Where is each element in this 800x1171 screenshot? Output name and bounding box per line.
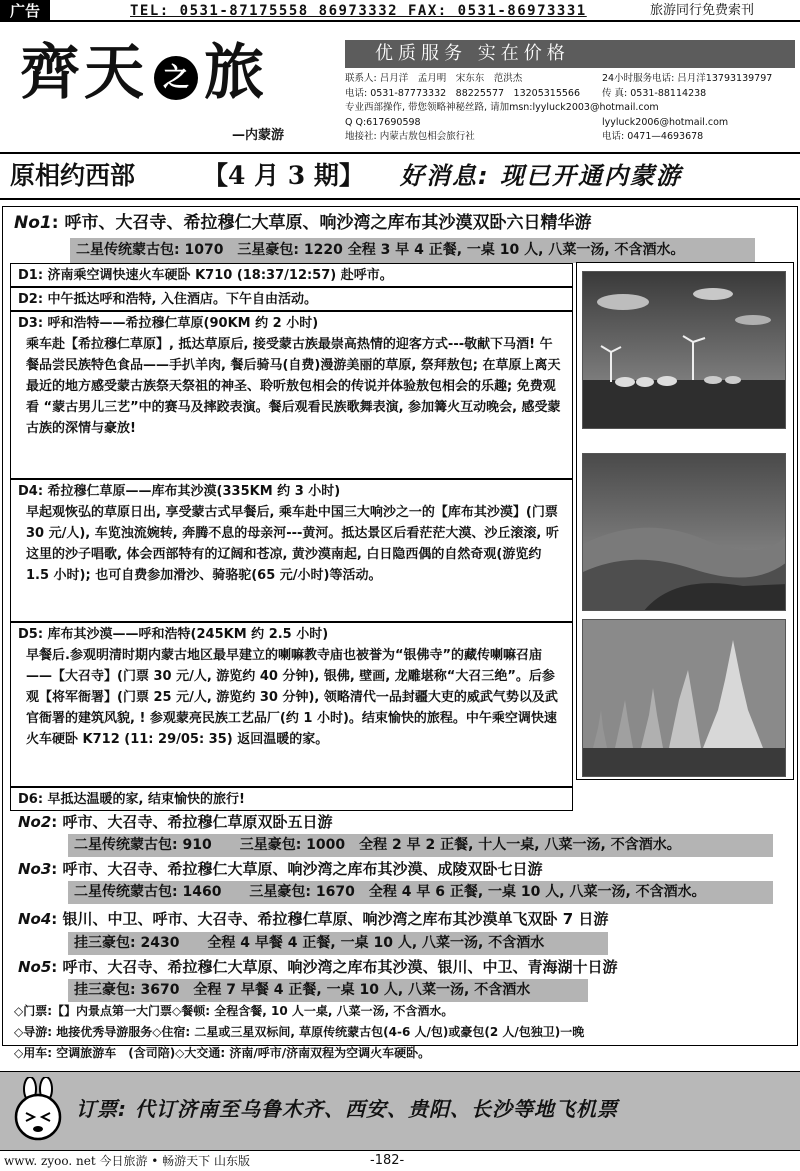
route-1-number: No1	[14, 213, 52, 233]
info-row2-left: 电话: 0531-87773332 88225577 13205315566	[345, 87, 581, 99]
route-4-number: No4	[18, 910, 52, 928]
route-4-price: 挂三豪包: 2430 全程 4 早餐 4 正餐, 一桌 10 人, 八菜一汤, 不含酒水	[68, 932, 608, 955]
day-body: 早餐后.参观明清时期内蒙古地区最早建立的喇嘛教寺庙也被誉为“银佛寺”的藏传喇嘛召庙——【大召寺】(门票 30 元/人, 游览约 40 分钟), 银佛, 壁画, 龙雕堪称“大召三绝”。后参观【将军衙署】(门票 25 元/人, 游览约 30 分钟), 领略清代一品封疆大吏的威武气势以及武官衙署的建筑风貌, ! 参观蒙亮民族工艺品厂(约 1 小时)。结束愉快的旅程。中午乘空调快速火车硬卧 K712 (11: 29/05: 35) 返回温暖的家。	[26, 648, 558, 747]
info-row1-left: 联系人: 吕月洋 孟月明 宋东东 范洪杰	[345, 73, 523, 84]
notes-box	[10, 1001, 796, 1060]
headline-issue: 【4 月 3 期】	[203, 161, 364, 190]
day-heading: D4: 希拉穆仁草原——库布其沙漠(335KM 约 3 小时)	[18, 484, 341, 499]
logo-text-2: 旅	[204, 38, 268, 108]
day-heading: D5: 库布其沙漠——呼和浩特(245KM 约 2.5 小时)	[18, 627, 329, 642]
note-transport: ◇用车: 空调旅游车 (含司陪)◇大交通: 济南/呼市/济南双程为空调火车硬卧。	[14, 1046, 431, 1060]
route-2-title	[18, 811, 333, 833]
info-row3: 专业西部操作, 带您领略神秘丝路, 请加msn:lyyluck2003@hotmail.com	[345, 102, 659, 113]
route-2-number: No2	[18, 813, 52, 831]
logo-circle: 之	[154, 56, 198, 100]
info-row5-left: 地接社: 内蒙古敖包相会旅行社	[345, 131, 475, 142]
contact-info	[345, 72, 795, 145]
grassland-photo	[582, 271, 786, 429]
logo-subtitle: —内蒙游	[232, 128, 285, 143]
day-box	[10, 287, 573, 311]
info-row5-right: 电话: 0471—4693678	[602, 131, 704, 142]
temple-stupa-photo	[582, 619, 786, 777]
rabbit-mascot-icon	[6, 1077, 70, 1145]
route-4-title	[18, 908, 608, 930]
day-heading: D2: 中午抵达呼和浩特, 入住酒店。下午自由活动。	[18, 292, 318, 307]
route-2-price: 二星传统蒙古包: 910 三星豪包: 1000 全程 2 早 2 正餐, 十人一桌, 八菜一汤, 不含酒水。	[68, 834, 773, 857]
info-row4-right: lyyluck2006@hotmail.com	[602, 116, 729, 128]
ticket-text: 订票: 代订济南至乌鲁木齐、西安、贵阳、长沙等地飞机票	[76, 1097, 618, 1121]
day-heading: D1: 济南乘空调快速火车硬卧 K710 (18:37/12:57) 赴呼市。	[18, 268, 393, 283]
route-5-name: : 呼市、大召寺、希拉穆仁大草原、响沙湾之库布其沙漠、银川、中卫、青海湖十日游	[51, 958, 618, 976]
ad-label: 广告	[0, 0, 50, 22]
day-box	[10, 787, 573, 811]
info-row4-left: Q Q:617690598	[345, 116, 421, 128]
desert-photo	[582, 453, 786, 611]
note-guide-lodging: ◇导游: 地接优秀导游服务◇住宿: 二星或三星双标间, 草原传统蒙古包(4-6 人/包)或豪包(2 人/包独卫)一晚	[14, 1025, 585, 1039]
slogan: 旅游同行免费索刊	[650, 3, 755, 18]
day-heading: D6: 早抵达温暖的家, 结束愉快的旅行!	[18, 792, 245, 807]
headline-news: 好消息: 现已开通内蒙游	[400, 162, 682, 190]
brand-logo	[20, 38, 268, 108]
route-1-price: 二星传统蒙古包: 1070 三星豪包: 1220 全程 3 早 4 正餐, 一桌 10 人, 八菜一汤, 不含酒水。	[70, 238, 755, 263]
info-row2-right: 传 真: 0531-88114238	[602, 87, 707, 99]
route-3-title	[18, 858, 543, 880]
day-box	[10, 311, 573, 479]
day-heading: D3: 呼和浩特——希拉穆仁草原(90KM 约 2 小时)	[18, 316, 319, 331]
route-5-price: 挂三豪包: 3670 全程 7 早餐 4 正餐, 一桌 10 人, 八菜一汤, 不含酒水	[68, 979, 588, 1002]
day-box	[10, 479, 573, 622]
route-1-title	[14, 210, 591, 236]
footer-url: www. zyoo. net 今日旅游 • 畅游天下 山东版	[4, 1154, 250, 1168]
note-tickets-meals: ◇门票:【】内景点第一大门票◇餐顿: 全程含餐, 10 人一桌, 八菜一汤, 不含酒水。	[14, 1004, 454, 1018]
route-5-number: No5	[18, 958, 52, 976]
info-row1-right: 24小时服务电话: 吕月洋13793139797	[602, 73, 773, 84]
day-box	[10, 263, 573, 287]
route-3-price: 二星传统蒙古包: 1460 三星豪包: 1670 全程 4 早 6 正餐, 一桌 10 人, 八菜一汤, 不含酒水。	[68, 881, 773, 904]
page-number: -182-	[370, 1153, 405, 1168]
route-3-name: : 呼市、大召寺、希拉穆仁大草原、响沙湾之库布其沙漠、成陵双卧七日游	[51, 860, 543, 878]
day-body: 乘车赴【希拉穆仁草原】, 抵达草原后, 接受蒙古族最崇高热情的迎客方式---敬献下马酒! 午餐品尝民族特色食品——手扒羊肉, 餐后骑马(自费)漫游美丽的草原, 祭拜敖包; 在草原上离天最近的地方感受蒙古族祭天祭祖的神圣、聆听敖包相会的传说并体验敖包相会的乐趣; 免费观看 “蒙古男儿三艺”中的赛马及摔跤表演。餐后观看民族歌舞表演, 参加篝火互动晚会, 感受蒙古族的深情与豪放!	[26, 337, 561, 436]
day-body: 早起观恢弘的草原日出, 享受蒙古式早餐后, 乘车赴中国三大响沙之一的【库布其沙漠】(门票 30 元/人), 车览浊流婉转, 奔腾不息的母亲河---黄河。抵达景区后看茫茫大漠、沙丘滚滚, 听这里的沙子唱歌, 体会西部特有的辽阔和苍凉, 黄沙漠南起, 白日隐西偶的自然奇观(游览约 1.5 小时); 也可自费参加滑沙、骑骆驼(65 元/小时)等活动。	[26, 505, 559, 583]
day-box	[10, 622, 573, 787]
service-banner: 优质服务 实在价格	[345, 40, 795, 68]
route-3-number: No3	[18, 860, 52, 878]
contact-line: TEL: 0531-87175558 86973332 FAX: 0531-86973331	[130, 3, 587, 19]
route-5-title	[18, 956, 618, 978]
route-4-name: : 银川、中卫、呼市、大召寺、希拉穆仁草原、响沙湾之库布其沙漠单飞双卧 7 日游	[51, 910, 609, 928]
route-2-name: : 呼市、大召寺、希拉穆仁草原双卧五日游	[51, 813, 333, 831]
logo-text-1: 齊天	[20, 38, 148, 108]
route-1-name: : 呼市、大召寺、希拉穆仁大草原、响沙湾之库布其沙漠双卧六日精华游	[51, 213, 592, 233]
headline-title: 原相约西部	[10, 161, 136, 190]
photo-column	[576, 262, 794, 780]
